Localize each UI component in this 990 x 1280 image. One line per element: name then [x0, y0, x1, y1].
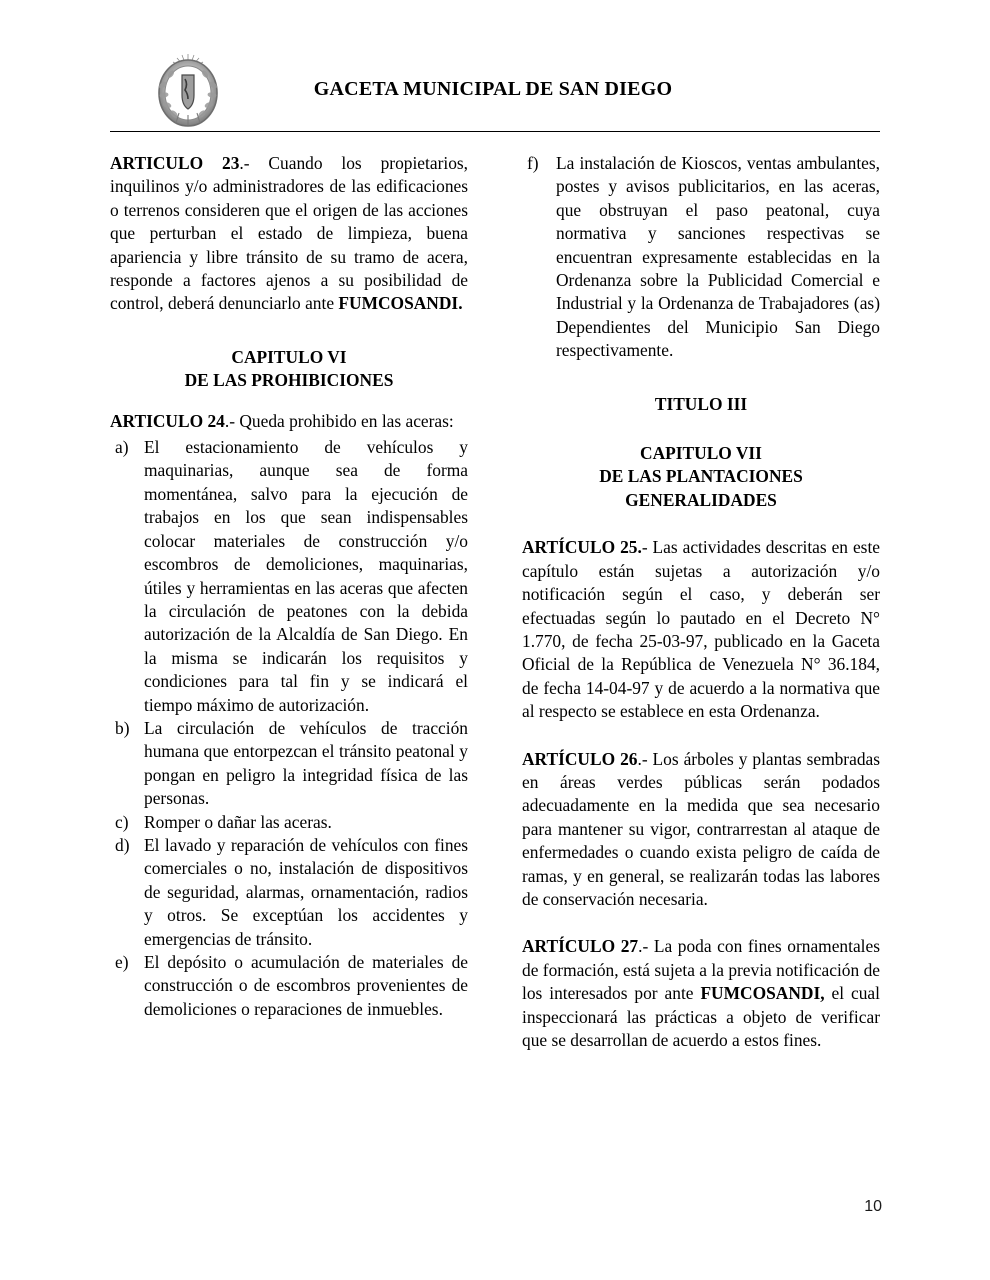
titulo-iii-heading — [522, 393, 880, 416]
article-27-label: ARTÍCULO 27 — [522, 936, 639, 957]
article-27-entity: FUMCOSANDI, — [700, 983, 825, 1004]
prohibitions-list — [110, 436, 468, 1021]
chapter-vi-line-2: DE LAS PROHIBICIONES — [184, 370, 394, 391]
list-item — [110, 951, 468, 1021]
right-column — [522, 152, 880, 1052]
article-23-text: .- Cuando los propietarios, inquilinos y/o administradores de las edificaciones o terrenos consideren que el origen de las acciones que perturban el estado de limpieza, buena apariencia y libre tránsito de su tramo de acera, responde a factores ajenos a su posibilidad de control, deberá denunciarlo ante — [110, 153, 468, 314]
article-26-paragraph — [522, 748, 880, 912]
list-item-text: Romper o dañar las aceras. — [144, 811, 332, 832]
coat-of-arms-emblem — [152, 49, 224, 129]
page-header — [110, 46, 880, 132]
article-26-label: ARTÍCULO 26 — [522, 748, 638, 769]
list-item-marker: c) — [115, 811, 129, 832]
list-item-text: La circulación de vehículos de tracción humana que entorpezcan el tránsito peatonal y pongan en peligro la integridad física de las personas. — [144, 717, 468, 809]
article-24-paragraph — [110, 410, 468, 433]
article-27-paragraph — [522, 935, 880, 1052]
page-number: 10 — [864, 1198, 882, 1215]
chapter-vii-line-1: CAPITULO VII — [640, 443, 762, 464]
prohibitions-list-continued — [522, 152, 880, 363]
article-27-text-after: el cual inspeccionará las prácticas a objeto de verificar que se desarrollan de acuerdo a estos fines. — [522, 983, 880, 1050]
chapter-vii-line-2: DE LAS PLANTACIONES — [599, 466, 803, 487]
list-item-text: La instalación de Kioscos, ventas ambulantes, postes y avisos publicitarios, en las aceras, que obstruyan el paso peatonal, cuya normativa y sanciones respectivas se encuentran expresamente establecidas en la Ordenanza sobre la Publicidad Comercial e Industrial y la Ordenanza de Trabajadores (as) Dependientes del Municipio San Diego respectivamente. — [556, 153, 880, 361]
article-23-entity: FUMCOSANDI. — [338, 293, 463, 314]
article-27-text-before: .- La poda con fines ornamentales de formación, está sujeta a la previa notificación de los interesados por ante — [522, 936, 880, 1004]
list-item — [522, 152, 880, 363]
list-item — [110, 436, 468, 717]
header-divider — [110, 131, 880, 132]
two-column-body — [110, 152, 880, 1052]
article-23-paragraph — [110, 152, 468, 316]
left-column — [110, 152, 468, 1052]
list-item-marker: d) — [115, 834, 130, 855]
titulo-iii-line: TITULO III — [654, 393, 748, 414]
article-23-label: ARTICULO 23 — [110, 153, 240, 173]
list-item-marker: b) — [115, 717, 130, 738]
chapter-vii-heading — [522, 442, 880, 512]
list-item-text: El depósito o acumulación de materiales de construcción o de escombros provenientes de demoliciones o reparaciones de inmuebles. — [144, 952, 468, 1019]
article-24-label: ARTICULO 24 — [110, 410, 225, 431]
list-item — [110, 717, 468, 811]
article-25-text: - Las actividades descritas en este capítulo están sujetas a autorización y/o notificación según el caso, y deberán ser efectuadas según lo pautado en el Decreto N° 1.770, de fecha 25-03-97, publicado en la Gaceta Oficial de la República de Venezuela N° 36.184, de fecha 14-04-97 y de acuerdo a la normativa que al respecto se establece en esta Ordenanza. — [522, 537, 880, 722]
list-item-text: El lavado y reparación de vehículos con fines comerciales o no, instalación de dispositivos de seguridad, alarmas, ornamentación, radios y otros. Se exceptúan los accidentes y emergencias de tránsito. — [144, 834, 468, 949]
list-item-marker: a) — [115, 437, 129, 458]
article-25-label: ARTÍCULO 25. — [522, 537, 642, 558]
list-item-marker: f) — [527, 153, 539, 173]
chapter-vi-heading — [110, 346, 468, 393]
list-item-marker: e) — [115, 952, 129, 972]
chapter-vii-line-3: GENERALIDADES — [625, 489, 777, 510]
chapter-vi-line-1: CAPITULO VI — [231, 346, 347, 367]
list-item — [110, 811, 468, 834]
article-26-text: .- Los árboles y plantas sembradas en áreas verdes públicas serán podados adecuadamente en la medida que sea necesario para mantener su vigor, contrarrestan al ataque de enfermedades o cuando exista peligro de caída de ramas, y en general, se realizarán todas las labores de conservación necesaria. — [522, 748, 881, 909]
list-item-text: El estacionamiento de vehículos y maquinarias, aunque sea de forma momentánea, salvo para la ejecución de trabajos en los que sean indispensables colocar materiales de construcción y/o escombros de demoliciones, maquinarias, útiles y herramientas en las aceras que afecten la circulación de peatones con la debida autorización de la Alcaldía de San Diego. En la misma se indicarán los requisitos y condiciones para tal fin y se indicará el tiempo máximo de autorización. — [144, 437, 468, 715]
article-24-text: .- Queda prohibido en las aceras: — [224, 410, 454, 431]
list-item — [110, 834, 468, 951]
article-25-paragraph — [522, 536, 880, 723]
gazette-title: GACETA MUNICIPAL DE SAN DIEGO — [313, 77, 673, 100]
